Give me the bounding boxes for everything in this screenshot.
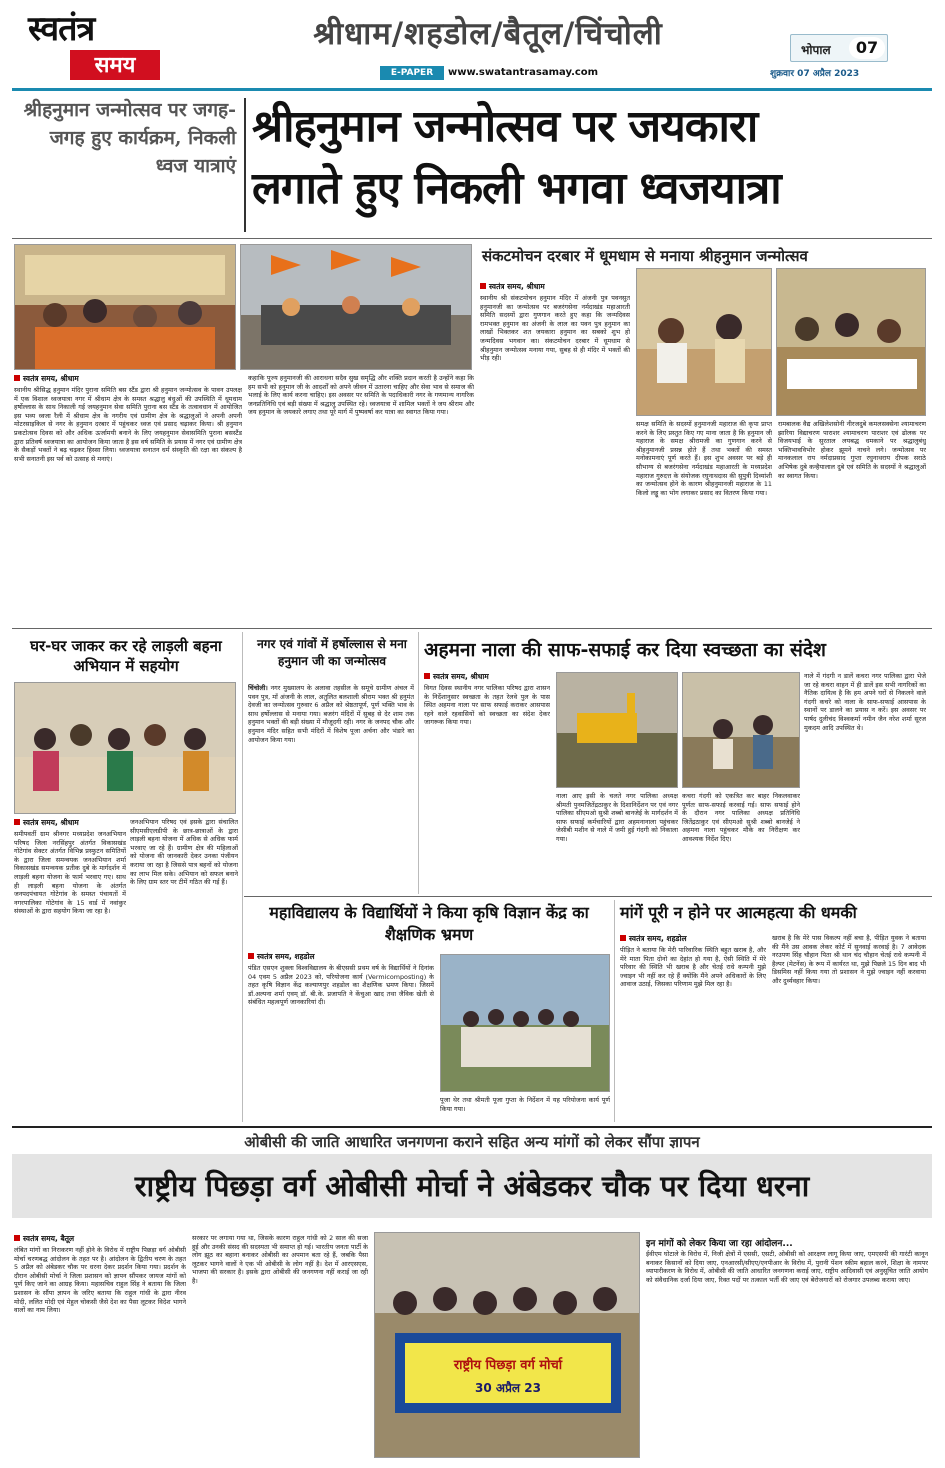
college-headline: महाविद्यालय के विद्यार्थियों ने किया कृषि विज्ञान केंद्र का शैक्षणिक भ्रमण (269, 903, 589, 944)
suicide-byline: स्वतंत्र समय, शहडोल (620, 934, 687, 944)
obc-subhead: ओबीसी की जाति आधारित जनगणना कराने सहित अन्य मांगों को लेकर सौंपा ज्ञापन (244, 1133, 700, 1151)
lead-col3: स्थानीय श्री संकटमोचन हनुमान मंदिर में अंजनी पुत्र पवनसुत हनुमानजी का जन्मोत्सव पर बजरंगसेना नर्मदाखंड महाआरती समिति सदस्यों द्वारा गुणगान करते हुए कहा कि जन्मदिवस रामभक्त हनुमान का अंजनी के लाल का पवन पुत्र हनुमान का लाखों भिक्तकर शत जयकारा हनुमान का सबको शुभ हो जन्मदिवस भगवान का। संकटमोचन दरबार में धूमधाम से श्रीहनुमान जन्मोत्सव मनाया गया, सुबह से ही मंदिर में भक्तों की भीड़ रही। (480, 294, 630, 363)
logo-top: स्वतंत्र (28, 9, 95, 49)
page-number: 07 (849, 37, 885, 59)
logo (28, 10, 158, 88)
lead-photo-3 (636, 268, 772, 416)
website[interactable]: www.swatantrasamay.com (448, 67, 599, 78)
suicide-headline: मांगें पूरी न होने पर आत्महत्या की धमकी (620, 903, 857, 922)
lead-photo-1 (14, 244, 236, 370)
city: भोपाल (801, 43, 831, 57)
lead-col4: समक्ष समिति के सदस्यों हनुमानजी महाराज की कृपा प्राप्त करने के लिए प्रस्तुत किए गए माना जाता है कि हनुमान जी महाराज के समक्ष श्रीरामजी का गुणगान करने से श्रीहनुमानजी प्रसन्न होते हैं तथा भक्तों की समस्त मनोकामनाएं पूर्ण करते हैं। इस शुभ अवसर पर बड़े ही सौभाग्य से बजरंगसेना नर्मदाखंड महाआरती के मध्यप्रदेश महाराज गुरुदत्त के संयोजक रघुनाथदास की सुपुत्री दिव्यांशी का जन्मोत्सव होने के कारण श्रीहनुमानजी महाराज के 11 किलो लड्डू का भोग लगाकर प्रसाद का वितरण किया गया। (636, 420, 772, 497)
lead-kicker: श्रीहनुमान जन्मोत्सव पर जगह-जगह हुए कार्यक्रम, निकली ध्वज यात्राएं (23, 99, 236, 177)
college-col1: पंडित एसएन शुक्ला विश्वविद्यालय के बीएससी प्रथम वर्ष के विद्यार्थियों ने दिनांक 04 एवम 5 अप्रैल 2023 को, परियोजना कार्य (Vermicomposting) के तहत कृषि विज्ञान केंद्र कल्याणपुर शहडोल का शैक्षणिक भ्रमण किया। जिसमें डॉ.अल्पना शर्मा एवम् डॉ. बी.के. प्रजापति ने केंचुआ खाद तथा जैविक खेती से संबंधित महत्वपूर्ण जानकारियां दी। (248, 964, 434, 1007)
suicide-col1: पीड़ित ने बताया कि मेरी पारिवारिक स्थिति बहुत खराब है, और मेरे माता पिता दोनो का देहांत हो गया है, ऐसी स्थिति में मेरे परिवार की स्थिति भी खराब है और चेतई राधे कम्पनी मुझे ज्वाइन भी नहीं कर रहे हैं क्योंकि मैंने अपने अधिकारों के लिए आवाज उठाई, जिसका परिणाम मुझे मिल रहा है। (620, 946, 766, 989)
nagar-text: नगर मुख्यालय के अलावा तहसील के समूचे ग्रामीण अंचल में पवन पुत्र, माँ अंजनी के लाल, अतुलित बलशाली श्रीराम भक्त श्री हनुमंत देवजी का जन्मोत्सव गुरुवार 6 अप्रैल को श्रेष्ठतापूर्ण, पूर्ण भक्ति भाव के साथ हर्षोल्लास से मनाया गया। बजरंग मंदिरों में सुबह से देर शाम तक हनुमान भक्तों की बड़ी संख्या में मौजूदगी रही। नगर के जनपद चौक और हनुमान मंदिर सहित सभी मंदिरों में विशेष पूजा अर्चना और भंडारे का आयोजन किया गया। (248, 684, 414, 744)
college-byline: स्वतंत्र समय, शहडोल (248, 952, 315, 962)
masthead (0, 0, 945, 88)
obc-photo (374, 1232, 640, 1458)
city-badge (790, 34, 888, 62)
epaper-label: E-PAPER (380, 66, 444, 80)
ahmana-col3: कचरा गंदगी को एकत्रित कर बाहर निकलवाकर पूर्णतः साफ-सफाई करवाई गई। साफ सफाई होने के दौरान नगर पालिका अध्यक्ष प्रतिनिधि जितेंद्रठाकुर एवं सीएमओ सुश्री शब्बो बानजेई ने अहमना नाला पहुंचकर मौके का निरीक्षण कर आवश्यक निर्देश दिए। (682, 792, 800, 843)
obc-col1: लंबित मांगों का निराकरण नहीं होने के विरोध में राष्ट्रीय पिछड़ा वर्ग ओबीसी मोर्चा चरणबद्ध आंदोलन के तहत पर है। आंदोलन के द्वितीय चरण के तहत 5 अप्रैल को अंबेडकर चौक पर धरना देकर प्रदर्शन किया गया। प्रदर्शन के दौरान ओबीसी मोर्चा ने जिला प्रशासन को ज्ञापन सौंपकर जायज मांगों को पूर्ण किए जाने का आग्रह किया। महासचिव राहुल सिंह ने बताया कि जिला प्रशासन के सौंपा ज्ञापन के जरिए बताया कि राहुल गांधी के द्वारा नीरव मोदी, ललित मोदी एवं मेहुल चोकसी जैसे देश का पैसा लूटकर विदेश भागने वालों का नाम लिया। (14, 1246, 186, 1315)
lead-photo-4 (776, 268, 926, 416)
lead-col5: रामबालक वैद्य अखिलेशसोनी नीरजदुबे कमलसक्सेना श्यामाचरण झारिया विद्याचरण पाराशर श्यामाचरण पाराशर एवं ढोलक पर विजयभाई के सुरताल लयबद्ध धमकाने पर श्रद्धालुबंधु भक्तिभावविभोर होकर झूमने नाचने लगे। जन्मोत्सव पर मानकलाल राय नर्मदाप्रसाद गुप्ता रघुनाथराय दीपक सराठे अभिषेक दुबे कन्हैयालाल दुबे एवं समिति के सदस्यों ने श्रद्धालुओं का स्वागत किया। (778, 420, 926, 480)
laadli-photo (14, 682, 236, 814)
ahmana-headline: अहमना नाला की साफ-सफाई कर दिया स्वच्छता का संदेश (424, 639, 826, 661)
obc-demands-title: इन मांगों को लेकर किया जा रहा आंदोलन... (646, 1239, 793, 1249)
lead-photo-2 (240, 244, 472, 370)
nagar-headline: नगर एवं गांवों में हर्षोल्लास से मना हनुमान जी का जन्मोत्सव (257, 637, 407, 668)
lead-headline-line2: लगाते हुए निकली भगवा ध्वजयात्रा (252, 163, 781, 214)
obc-col2: सरकार पर लगाया गया था, जिसके कारण राहुल गांधी को 2 साल की सजा हुई और उनकी संसद की सदस्यता भी समाप्त हो गई। भारतीय जनता पार्टी के लोग झूठ का बहाना बनाकर ओबीसी का अपमान बता रहे हैं, जबकि पैसा लूटकर भागने वालों ने एक भी ओबीसी के लोग नहीं है। देश में आरएसएस, भाजपा की सरकार है। इसके द्वारा ओबीसी की जनगणना नहीं कराई जा रही है। (192, 1234, 368, 1285)
college-caption: पूजा थेर तथा श्रीमती पूजा गुप्ता के निर्देशन में यह परियोजना कार्य पूर्ण किया गया। (440, 1096, 610, 1113)
college-photo (440, 954, 610, 1092)
ahmana-col1: विगत दिवस स्थानीय नगर पालिका परिषद द्वारा शासन के निर्देशानुसार स्वच्छता के तहत रेलवे पुल के पास स्थित अहमना नाला पर साफ सफाई कराकर आसपास रहने वाले रहवासियों को स्वच्छता का संदेश देकर जागरूक किया गया। (424, 684, 550, 727)
ahmana-photo-2 (682, 672, 800, 788)
date: शुक्रवार 07 अप्रैल 2023 (770, 69, 860, 79)
ahmana-byline: स्वतंत्र समय, श्रीधाम (424, 672, 489, 682)
edition-names: श्रीधाम/शहडोल/बैतूल/चिंचोली (313, 16, 663, 52)
lead-byline-left: स्वतंत्र समय, श्रीधाम (14, 374, 79, 384)
laadli-headline: घर-घर जाकर कर रहे लाड़ली बहना अभियान में सहयोग (30, 637, 222, 675)
obc-banner-text: राष्ट्रीय पिछड़ा वर्ग मोर्चा (453, 1358, 563, 1373)
obc-demands: ईवीएम घोटाले के विरोध में, निजी क्षेत्रों में एससी, एसटी, ओबीसी को आरक्षण लागू किया जाए, एमएसपी की गारंटी कानून बनाकर किसानों को दिया जाए, एनआरसी/सीएए/एनपीआर के विरोध में, पुरानी पेंशन स्कीम बहाल करने, शिक्षा के नामपर व्यापारीकरण के विरोध में, ओबीसी की जाति आधारित जनगणना कराई जाए, राष्ट्रीय आदिवासी एवं अनुसूचित जाति आयोग को संवैधानिक दर्जा दिया जाए, रिक्त पदों पर तत्काल भर्ती की जाए एवं बेरोजगारों को रोजगार उपलब्ध कराया जाए। (646, 1250, 928, 1284)
suicide-col2: खराब है कि मेरे पास विकल्प नहीं बचा है, पीड़ित युवक ने बताया की मैंने उस आवक लेकर कोर्ट में सुनवाई करवाई है। 7 आवेदक नरउपण सिंह चौहान पिता श्री थान चंद चौहान चेतई राधे कम्पनी में हैल्पर (मेटनेंस) के रूप में कार्यरत था, मुझे पिछले 15 दिन बाद भी डिसमिस नहीं किया गया तो प्रशासन ने मुझे ज्वाइन नहीं करवाया और दुर्व्यवहार किया। (772, 934, 926, 985)
obc-headline: राष्ट्रीय पिछड़ा वर्ग ओबीसी मोर्चा ने अंबेडकर चौक पर दिया धरना (12, 1154, 932, 1218)
ahmana-col4: नाले में गंदगी न डालें कचरा नगर पालिका द्वारा भेजे जा रहे कचरा वाहन में ही डालें इस सभी नागरिकों का नैतिक दायित्व है कि हम अपने घरों से निकलने वाले गंदगी कचरे को नाला के साफ-सफाई आसपास के स्थानों पर डालने का प्रयास न करें। इस अवसर पर पार्षद दुलीचंद विश्वकर्मा नमीन जैन नरेश शर्मा सूरज मुकदम आदि उपस्थित थे। (804, 672, 926, 732)
ahmana-photo-1 (556, 672, 678, 788)
nagar-dateline: चिंचोली। (248, 684, 268, 692)
lead-col2: कहाकि पूज्य हनुमानजी की आराधना सदैव सुख समृद्धि और शक्ति प्रदान करती है उन्होंने कहा कि हम सभी को हनुमान जी के आदर्शों को अपने जीवन में उतारना चाहिए और सेवा भाव से समाज की भलाई के लिए कार्य करना चाहिए। इस अवसर पर समिति के पदाधिकारी नगर के गणमान्य नागरिक जनप्रतिनिधि एवं बड़ी संख्या में श्रद्धालु उपस्थित रहे। ध्वजयात्रा में शामिल भक्तों ने जय श्रीराम और जय हनुमान के जयकारे लगाए तथा पूरे मार्ग में पुष्पवर्षा कर यात्रा का स्वागत किया गया। (248, 374, 474, 417)
lead-headline (252, 96, 922, 220)
laadli-byline: स्वतंत्र समय, श्रीधाम (14, 818, 79, 828)
lead-col1: स्थानीय श्रीसिद्ध हनुमान मंदिर पुराना समिति बस स्टैंड द्वारा श्री हनुमान जन्मोत्सव के पावन उपलक्ष में एक विशाल ध्वजयात्रा नगर में श्रीधाम क्षेत्र के समस्त श्रद्धालु बंधुओं की उपस्थिति में धूमधाम हर्षोल्लास के साथ निकाली गई जयहनुमान सेवा समिति पुराना बस स्टैंड के तत्वावधान में आयोजित इस भव्य ध्वजा रैली में श्रीधाम क्षेत्र के नगरीय एवं ग्रामीण क्षेत्र के श्रद्धालुओं ने अपनी अपनी मोटरसाइकिल से नगर के हनुमान दरबार में पहुंचकर ध्वज एवं प्रसाद चढ़ाकर किया। श्री हनुमान प्रकटोत्सव दिवस को और अधिक ऊर्जामयी बनाने के लिए जयहनुमान सेवासमिति पुराना बसस्टैंड द्वारा प्रतिवर्ष ध्वजयात्रा का आयोजन किया जाता है इस वर्ष समिति के प्रयास में नगर एवं ग्रामीण क्षेत्र के सैकड़ों भक्तों ने बढ़ चढ़कर हिस्सा लिया। ध्वजयात्रा सनातन धर्म संस्कृति की रक्षा का संकल्प है सभी सनातनी इस पर्व को उत्साह से मनाएं। (14, 386, 242, 463)
lead-headline-line1: श्रीहनुमान जन्मोत्सव पर जयकारा (252, 101, 758, 152)
obc-byline: स्वतंत्र समय, बैतूल (14, 1234, 74, 1244)
logo-bottom: समय (70, 50, 160, 80)
lead-byline-mid: स्वतंत्र समय, श्रीधाम (480, 282, 545, 292)
obc-banner-date: 30 अप्रैल 23 (475, 1381, 541, 1395)
laadli-col2: जनअभियान परिषद एवं इसके द्वारा संचालित सीएमसीएलडीपी के छात्र-छात्राओं के द्वारा लाड़ली बहना योजना में अधिक से अधिक फार्म भरवाए जा रहे हैं। ग्रामीण क्षेत्र की महिलाओं को योजना की जानकारी देकर उनका पंजीयन कराया जा रहा है जिससे पात्र बहनों को योजना का लाभ मिल सके। अभियान को सफल बनाने के लिए ग्राम स्तर पर टीमें गठित की गई हैं। (130, 818, 238, 887)
laadli-col1: समीपवर्ती ग्राम श्रीनगर मध्यप्रदेश जनअभियान परिषद जिला नरसिंहपुर अंतर्गत विकासखंड गोटेगांव सेक्टर अंतर्गत विभिन्न प्रस्फुटन समितियों के द्वारा जिला समन्वयक जनअभियान शर्मा विकासखंड समन्वयक प्रतीक दुबे के मार्गदर्शन में लाड़ली बहना योजना के फार्म भरवाए गए। साथ ही लाड़ली बहना योजना के अंतर्गत जनपदपंचायत गोटेगांव के समस्त पंचायतों में नगरपालिका गोटेगांव के 15 वार्ड में नवांकुर संस्थाओं के द्वारा सहयोग किया जा रहा है। (14, 830, 126, 916)
ahmana-col2: नाला आए इसी के चलते नगर पालिका अध्यक्ष श्रीमती पुनमजितेंद्रठाकुर के दिशानिर्देशन पर एवं नगर पालिका सीएमओ सुश्री शब्बो बानजेई के मार्गदर्शन में साफ सफाई कर्मचारियों द्वारा अहमनानाला पहुंचकर जेसीबी मशीन से नाले में जमी हुई गंदगी को निकाला गया। (556, 792, 678, 843)
nagar-col (248, 684, 414, 892)
lead-subhead: संकटमोचन दरबार में धूमधाम से मनाया श्रीहनुमान जन्मोत्सव (482, 247, 808, 265)
